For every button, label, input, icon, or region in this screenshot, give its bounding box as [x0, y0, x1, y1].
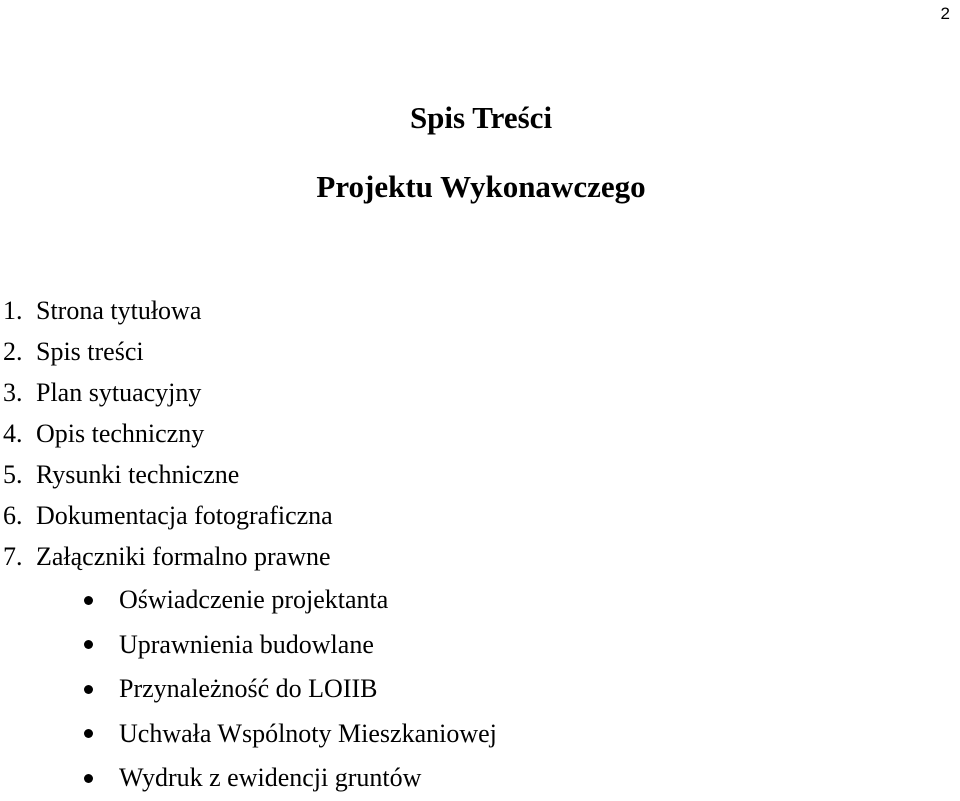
attachment-label: Uchwała Wspólnoty Mieszkaniowej — [119, 718, 497, 748]
toc-item — [0, 290, 333, 331]
bullet-icon — [84, 596, 93, 605]
attachment-label: Uprawnienia budowlane — [119, 629, 374, 659]
attachment-label: Przynależność do LOIIB — [119, 674, 378, 704]
toc-item — [0, 536, 333, 577]
list-item — [0, 578, 497, 623]
attachment-label: Oświadczenie projektanta — [119, 585, 389, 615]
attachment-label: Wydruk z ewidencji gruntów — [119, 763, 422, 793]
toc-item — [0, 372, 333, 413]
toc-item — [0, 413, 333, 454]
document-title: Spis Treści — [409, 100, 553, 135]
table-of-contents — [0, 290, 333, 577]
attachments-list — [0, 578, 497, 801]
toc-item-number: 2. — [3, 337, 23, 366]
toc-item-number: 3. — [3, 378, 23, 407]
toc-item-label: Dokumentacja fotograficzna — [36, 501, 333, 530]
toc-item-label: Rysunki techniczne — [36, 460, 240, 489]
toc-item-label: Spis treści — [36, 337, 144, 366]
toc-item-label: Opis techniczny — [36, 419, 205, 448]
bullet-icon — [84, 640, 93, 649]
toc-item-number: 4. — [3, 419, 23, 448]
list-item — [0, 623, 497, 668]
toc-item-label: Strona tytułowa — [36, 296, 202, 325]
toc-item-number: 7. — [3, 542, 23, 571]
toc-item-number: 6. — [3, 501, 23, 530]
toc-item — [0, 495, 333, 536]
bullet-icon — [84, 729, 93, 738]
toc-item — [0, 454, 333, 495]
list-item — [0, 667, 497, 712]
page-number: 2 — [940, 4, 950, 23]
document-subtitle: Projektu Wykonawczego — [316, 169, 646, 204]
list-item — [0, 756, 497, 801]
toc-item-label: Załączniki formalno prawne — [36, 542, 331, 571]
bullet-icon — [84, 774, 93, 783]
toc-item — [0, 331, 333, 372]
toc-item-number: 5. — [3, 460, 23, 489]
bullet-icon — [84, 685, 93, 694]
toc-item-label: Plan sytuacyjny — [36, 378, 202, 407]
list-item — [0, 712, 497, 757]
toc-item-number: 1. — [3, 296, 23, 325]
